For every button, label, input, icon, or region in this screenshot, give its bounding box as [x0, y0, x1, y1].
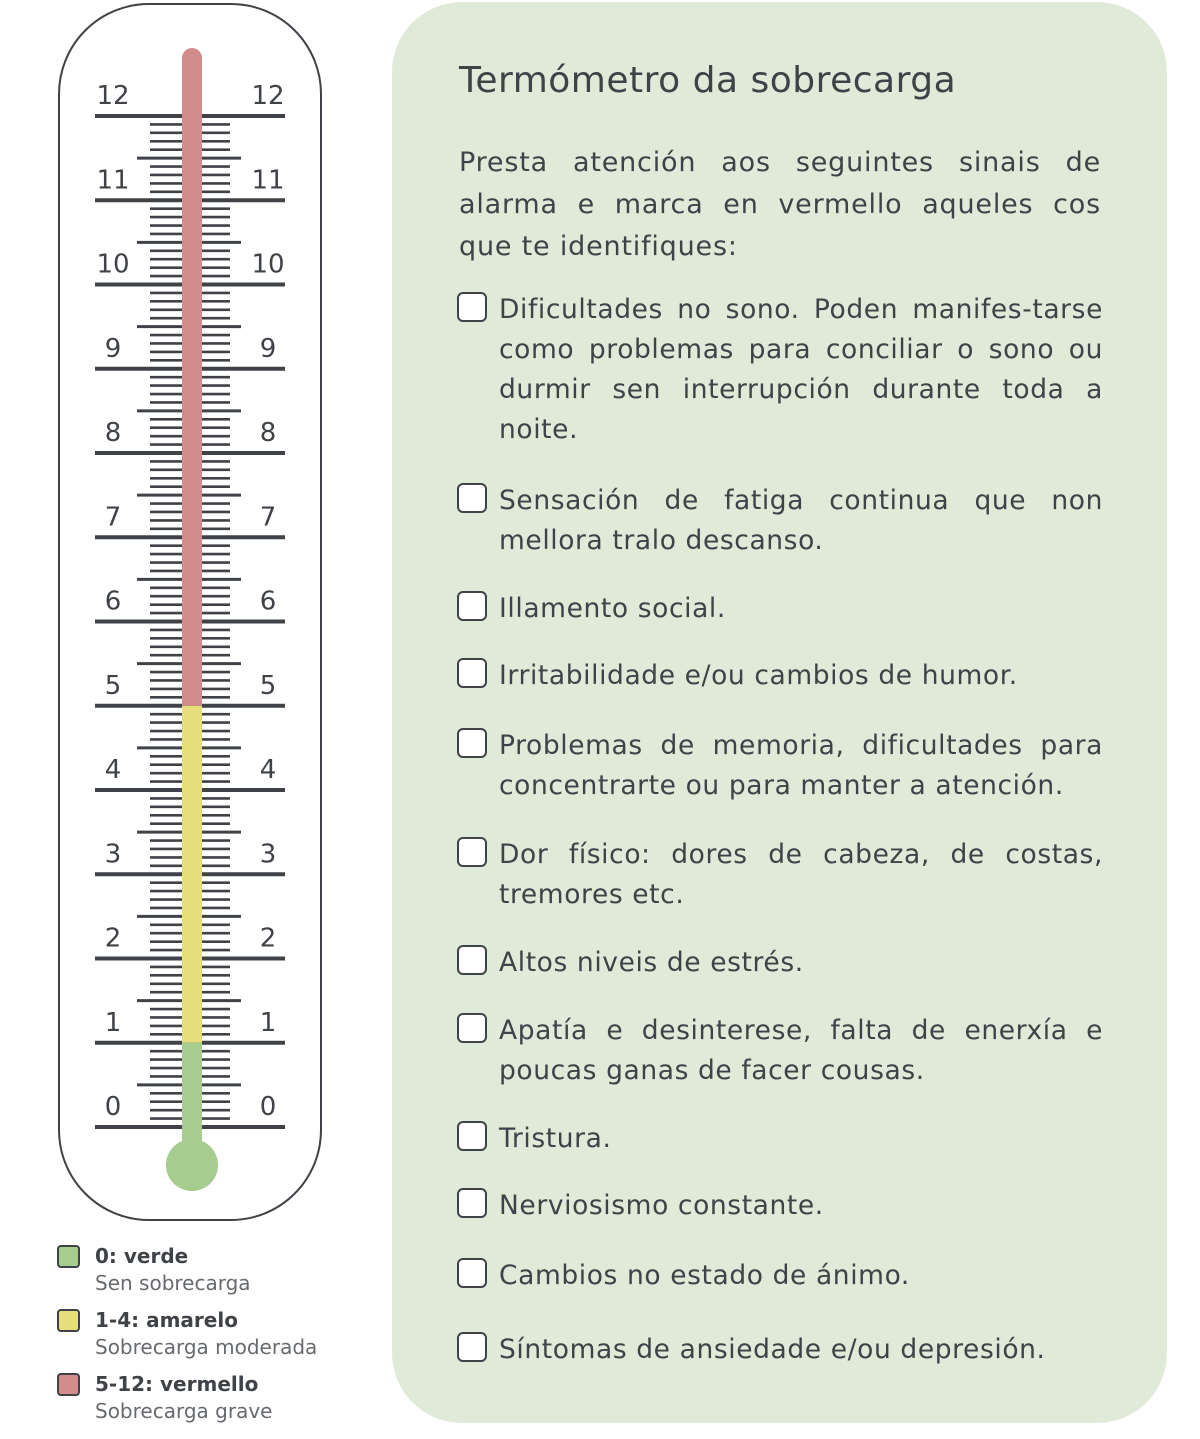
scale-label: 9	[104, 333, 122, 364]
legend-description: Sobrecarga moderada	[95, 1335, 318, 1359]
checkbox[interactable]	[457, 292, 487, 322]
legend-description: Sobrecarga grave	[95, 1399, 273, 1423]
checkbox[interactable]	[457, 837, 487, 867]
checklist-item-text: Problemas de memoria, dificultades para concentrarte ou para manter a atención.	[499, 730, 1103, 801]
legend-swatch-verde	[57, 1245, 80, 1268]
column-top-cap	[182, 48, 202, 68]
column-segment	[182, 706, 202, 1043]
scale-label: 1	[104, 1007, 122, 1038]
scale-label: 8	[104, 418, 122, 448]
thermometer-bulb	[166, 1139, 218, 1191]
legend-item-vermello	[57, 1371, 377, 1435]
checklist-item-text: Tristura.	[499, 1123, 612, 1154]
legend-label: 1-4: amarelo	[95, 1308, 238, 1332]
legend-label: 5-12: vermello	[95, 1372, 259, 1396]
checkbox[interactable]	[457, 1188, 487, 1218]
thermometer	[0, 0, 380, 1235]
checklist-item-text: Sensación de fatiga continua que non mellora tralo descanso.	[499, 485, 1103, 556]
scale-label: 4	[104, 755, 122, 785]
scale-label: 12	[96, 81, 130, 111]
scale-label: 9	[259, 333, 277, 364]
scale-label: 5	[104, 670, 122, 701]
checklist-item-text: Illamento social.	[499, 593, 726, 624]
scale-label: 10	[251, 249, 285, 280]
scale-label: 2	[104, 923, 122, 954]
legend-item-amarelo	[57, 1307, 377, 1371]
scale-label: 3	[259, 839, 277, 870]
checkbox[interactable]	[457, 945, 487, 975]
scale-label: 7	[259, 502, 277, 533]
scale-label: 11	[251, 165, 285, 196]
scale-label: 3	[104, 839, 122, 870]
scale-label: 2	[259, 923, 277, 954]
scale-label: 8	[259, 418, 277, 448]
checklist-item-text: Dor físico: dores de cabeza, de costas, tremores etc.	[499, 839, 1103, 910]
panel-title: Termómetro da sobrecarga	[459, 60, 957, 101]
legend-label: 0: verde	[95, 1244, 189, 1268]
checkbox[interactable]	[457, 728, 487, 758]
checklist-item-text: Síntomas de ansiedade e/ou depresión.	[499, 1334, 1046, 1365]
checklist-item-text: Irritabilidade e/ou cambios de humor.	[499, 660, 1018, 691]
panel-intro: Presta atención aos seguintes sinais de alarma e marca en vermello aqueles cos que te identifiques:	[459, 147, 1101, 262]
scale-label: 0	[259, 1092, 277, 1122]
scale-label: 10	[96, 249, 130, 280]
checkbox[interactable]	[457, 1332, 487, 1362]
scale-label: 6	[104, 586, 122, 617]
checkbox[interactable]	[457, 1121, 487, 1151]
legend-swatch-vermello	[57, 1373, 80, 1396]
checkbox[interactable]	[457, 658, 487, 688]
scale-label: 0	[104, 1092, 122, 1122]
column-segment	[182, 56, 202, 706]
checklist-item-text: Nerviosismo constante.	[499, 1190, 824, 1221]
checkbox[interactable]	[457, 591, 487, 621]
checklist-item-text: Dificultades no sono. Poden manifes-tarse como problemas para conciliar o sono ou durmir sen interrupción durante toda a noite.	[499, 294, 1103, 445]
scale-label: 6	[259, 586, 277, 617]
legend-item-verde	[57, 1243, 377, 1307]
checklist-panel	[392, 2, 1167, 1423]
checkbox[interactable]	[457, 1258, 487, 1288]
scale-label: 12	[251, 81, 285, 111]
checkbox[interactable]	[457, 483, 487, 513]
checklist-item-text: Altos niveis de estrés.	[499, 947, 804, 978]
legend-description: Sen sobrecarga	[95, 1271, 251, 1295]
checklist-item-text: Apatía e desinterese, falta de enerxía e poucas ganas de facer cousas.	[499, 1015, 1103, 1086]
checklist-item-text: Cambios no estado de ánimo.	[499, 1260, 910, 1291]
scale-label: 5	[259, 670, 277, 701]
scale-label: 7	[104, 502, 122, 533]
legend-swatch-amarelo	[57, 1309, 80, 1332]
checkbox[interactable]	[457, 1013, 487, 1043]
scale-label: 1	[259, 1007, 277, 1038]
scale-label: 11	[96, 165, 130, 196]
legend	[57, 1243, 377, 1435]
scale-label: 4	[259, 755, 277, 785]
